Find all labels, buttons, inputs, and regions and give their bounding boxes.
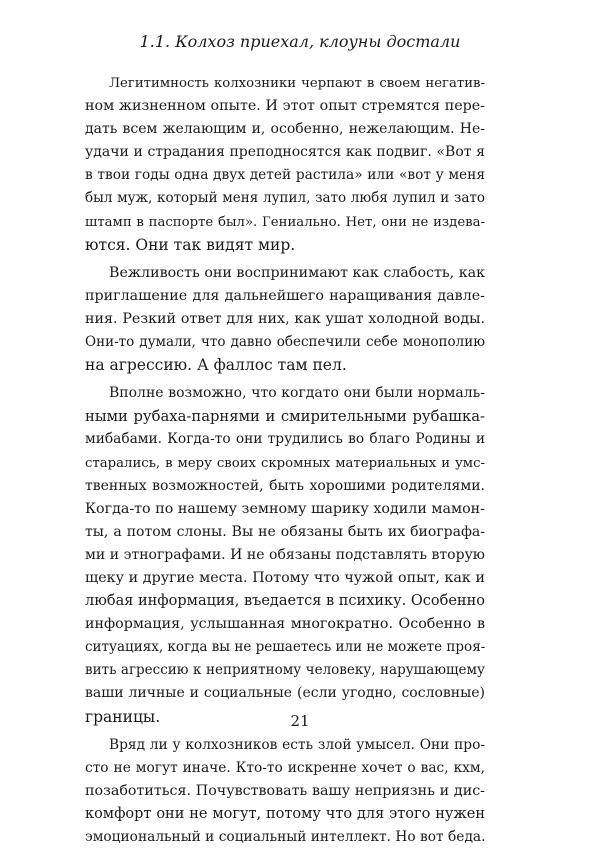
text-line: ситуациях, когда вы не решаетесь или не можете проя- — [85, 639, 485, 656]
text-line: удачи и страдания преподносятся как подвиг. «Вот я — [85, 144, 485, 161]
page-body — [85, 72, 485, 854]
text-line: ными рубаха-парнями и смирительными рубашка- — [85, 408, 485, 426]
paragraph — [85, 72, 485, 257]
text-line: Вполне возможно, что когдато они были нормаль- — [109, 385, 485, 402]
text-line: приглашение для дальнейшего наращивания давле- — [85, 287, 485, 304]
text-line: комфорт они не могут, потому что для этого нужен — [85, 805, 485, 822]
text-line: Вежливость они воспринимают как слабость, как — [109, 264, 485, 281]
text-line: в твои годы одна двух детей растила» или «вот у меня — [85, 167, 485, 184]
text-line: ния. Резкий ответ для них, как ушат холодной воды. — [85, 310, 485, 327]
text-line: Вряд ли у колхозников есть злой умысел. Они про- — [109, 736, 485, 753]
text-line: сто не могут иначе. Кто-то искренне хочет о вас, кхм, — [85, 759, 485, 776]
text-line: на агрессию. А фаллос там пел. — [85, 356, 347, 375]
running-header: 1.1. Колхоз приехал, клоуны достали — [139, 32, 461, 51]
text-line: ваши личные и социальные (если угодно, сословные) — [85, 685, 485, 702]
text-line: Они-то думали, что давно обеспечили себе монополию — [85, 334, 485, 351]
text-line: штамп в паспорте был». Гениально. Нет, они не издева- — [85, 214, 485, 230]
page-number: 21 — [290, 712, 310, 730]
text-line: ются. Они так видят мир. — [85, 235, 296, 254]
text-line: щеку и другие места. Потому что чужой опыт, как и — [85, 569, 485, 586]
text-line: ном жизненном опыте. И этот опыт стремятся пере- — [85, 98, 485, 115]
paragraph — [85, 734, 485, 849]
text-line: дать всем желающим и, особенно, нежелающим. Не- — [85, 121, 485, 138]
text-line: любая информация, въедается в психику. Особенно — [85, 593, 485, 610]
text-line: Легитимность колхозники черпают в своем негатив- — [109, 76, 485, 91]
text-line: информация, услышанная многократно. Особенно в — [85, 616, 485, 633]
text-line: границы. — [85, 707, 161, 726]
text-line: ми и этнографами. И не обязаны подставлять вторую — [85, 546, 485, 563]
text-line: твенных возможностей, быть хорошими родителями. — [85, 477, 485, 494]
text-line: позаботиться. Почувствовать вашу неприязнь и дис- — [85, 782, 485, 799]
text-line: вить агрессию к неприятному человеку, нарушающему — [85, 662, 485, 679]
text-line: Когда-то по нашему земному шарику ходили мамон- — [85, 500, 485, 517]
text-line: мибабами. Когда-то они трудились во благо Родины и — [85, 431, 485, 448]
text-line: ты, а потом слоны. Вы не обязаны быть их биографа- — [85, 523, 485, 540]
paragraph — [85, 382, 485, 728]
text-line: эмоциональный и социальный интеллект. Но вот беда. — [85, 829, 485, 845]
text-line: был муж, который меня лупил, зато любя лупил и зато — [85, 190, 485, 207]
text-line: старались, в меру своих скромных материальных и умс- — [85, 455, 485, 471]
paragraph — [85, 262, 485, 377]
